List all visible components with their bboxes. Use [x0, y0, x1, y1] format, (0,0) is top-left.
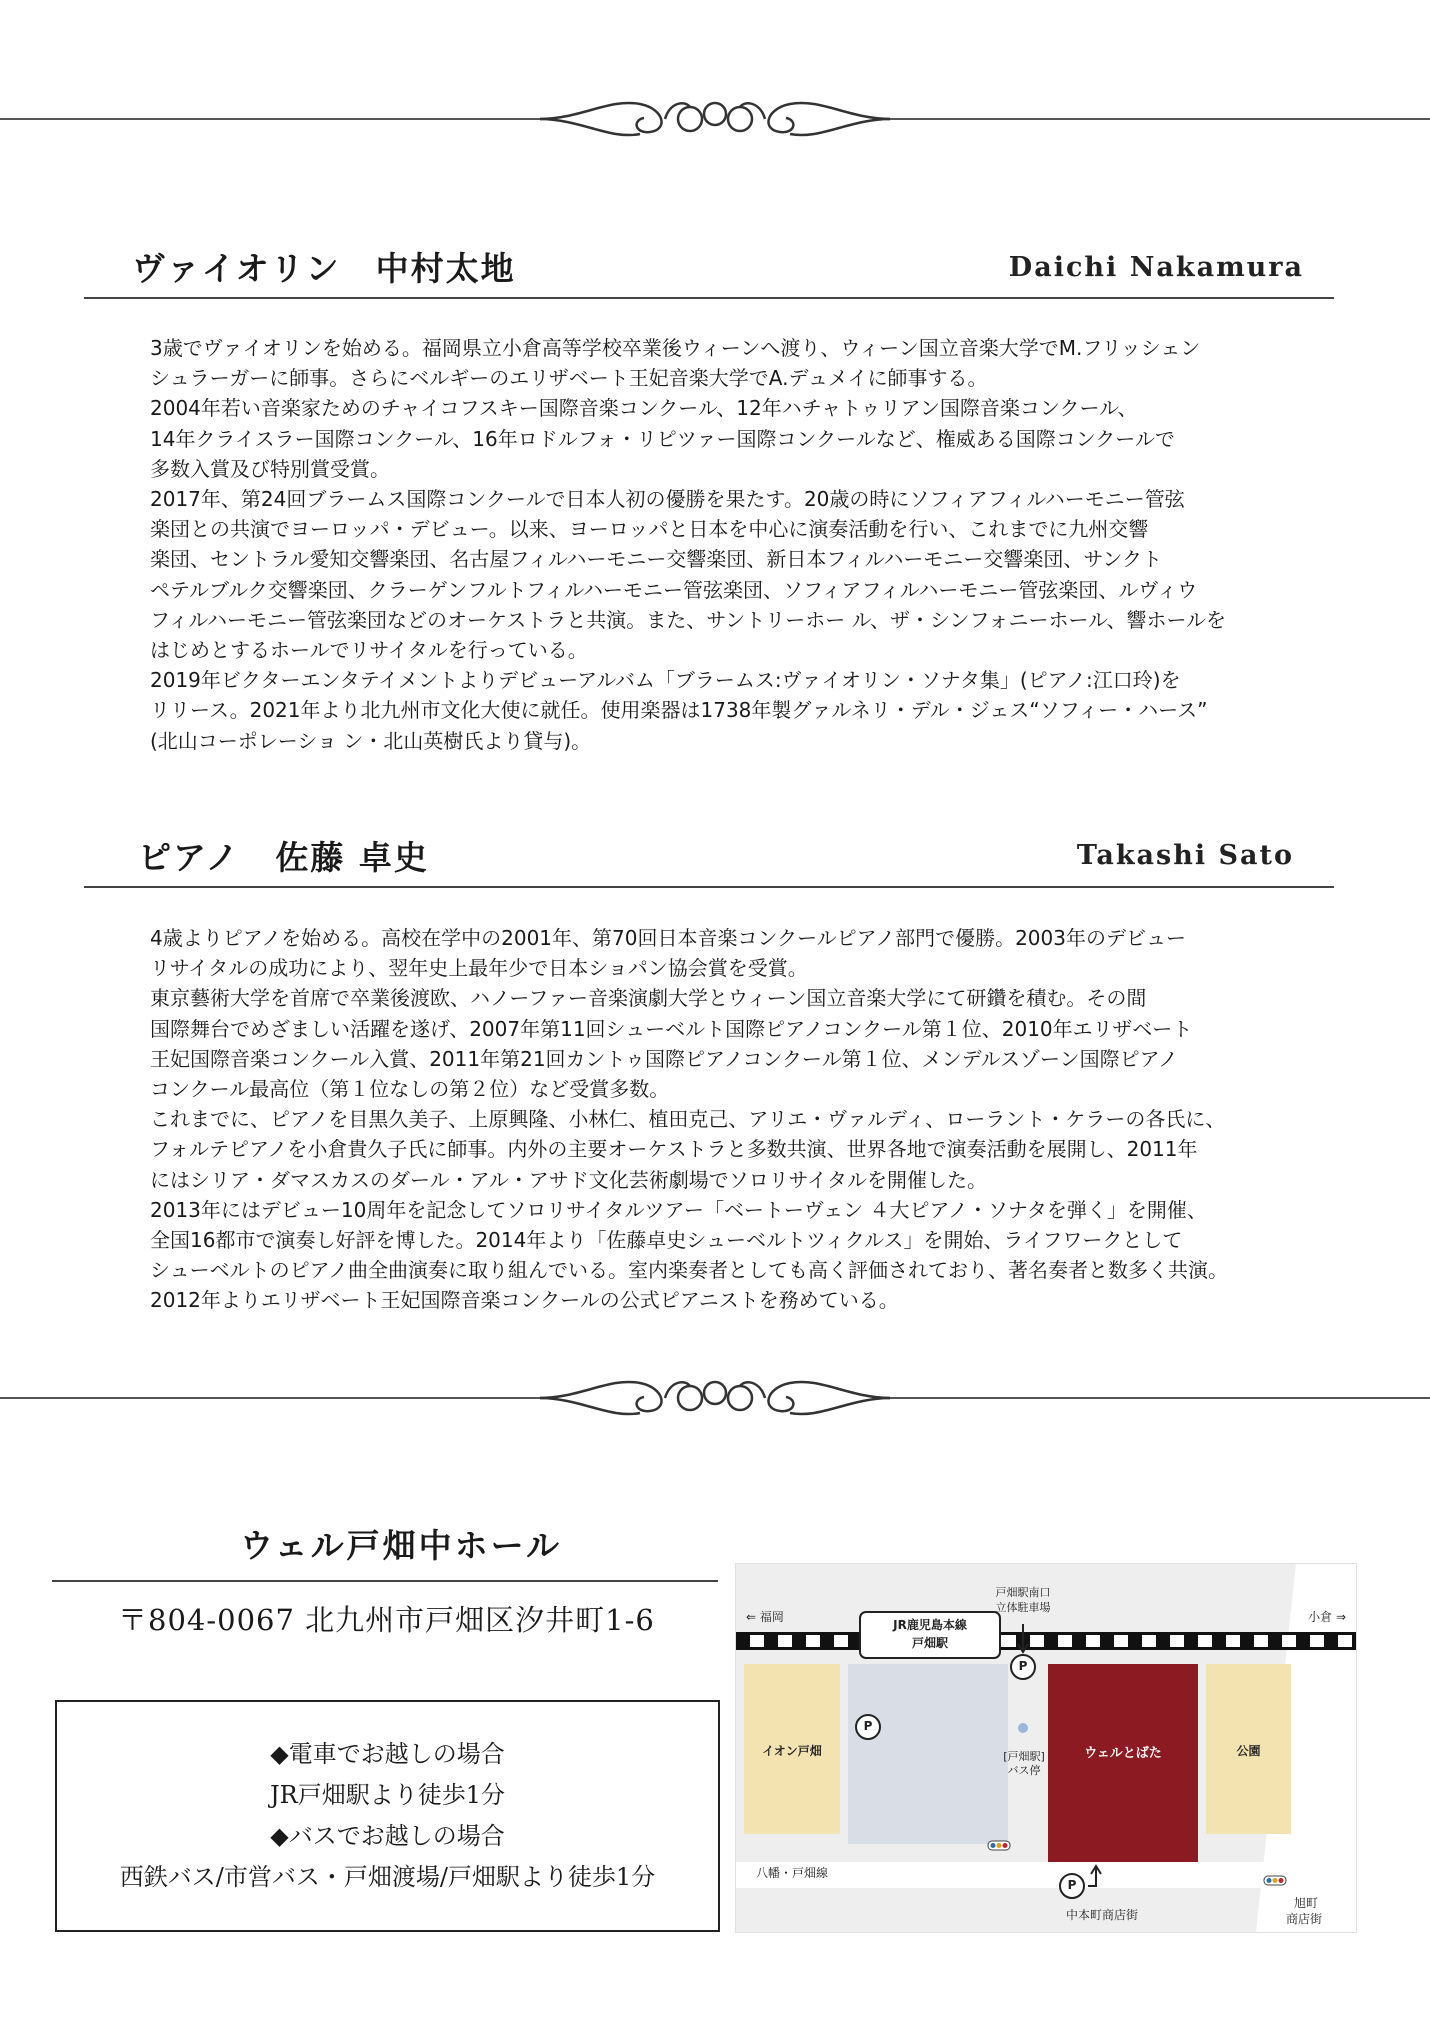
ornament-line-right-bottom — [890, 1397, 1430, 1399]
bio-line: シュラーガーに師事。さらにベルギーのエリザベート王妃音楽大学でA.デュメイに師事する。 — [150, 366, 988, 391]
rail-tick — [1072, 1635, 1086, 1647]
bio-line: リリース。2021年より北九州市文化大使に就任。使用楽器は1738年製グァルネリ・デル・ジェス“ソフィー・ハース” — [150, 698, 1208, 723]
flourish-ornament-bottom-icon — [540, 1367, 890, 1429]
piano-name-en: Takashi Sato — [1076, 840, 1294, 871]
rail-tick — [1156, 1635, 1170, 1647]
map-to-kokura: 小倉 ⇒ — [1308, 1610, 1346, 1624]
rail-tick — [1128, 1635, 1142, 1647]
bio-line: 2019年ビクターエンタテイメントよりデビューアルバム「ブラームス:ヴァイオリン・ソナタ集」(ピアノ:江口玲)を — [150, 668, 1181, 693]
rail-tick — [1212, 1635, 1226, 1647]
map-shopping-2b: 商店街 — [1286, 1912, 1323, 1926]
bio-line: リサイタルの成功により、翌年史上最年少で日本ショパン協会賞を受賞。 — [150, 956, 808, 981]
rail-tick — [1240, 1635, 1254, 1647]
access-map — [735, 1563, 1357, 1933]
bio-line: これまでに、ピアノを目黒久美子、上原興隆、小林仁、植田克己、アリエ・ヴァルディ、ローラント・ケラーの各氏に、 — [150, 1107, 1226, 1132]
bio-line: 4歳よりピアノを始める。高校在学中の2001年、第70回日本音楽コンクールピアノ部門で優勝。2003年のデビュー — [150, 926, 1186, 950]
parking-icon: P — [1067, 1878, 1077, 1892]
bio-line: ペテルブルク交響楽団、クラーゲンフルトフィルハーモニー管弦楽団、ソフィアフィルハーモニー管弦楽団、ルヴィウ — [150, 577, 1198, 602]
access-train-heading: ◆電車でお越しの場合 — [270, 1740, 505, 1768]
rail-tick — [1324, 1635, 1338, 1647]
parking-icon: P — [863, 1719, 873, 1733]
rail-tick — [736, 1635, 750, 1647]
bio-line: フォルテピアノを小倉貴久子氏に師事。内外の主要オーケストラと多数共演、世界各地で演奏活動を展開し、2011年 — [150, 1137, 1198, 1162]
bio-line: 多数入賞及び特別賞受賞。 — [150, 456, 390, 481]
map-well-tobata: ウェルとばた — [1084, 1746, 1162, 1761]
bio-line: 楽団、セントラル愛知交響楽団、名古屋フィルハーモニー交響楽団、新日本フィルハーモニー交響楽団、サンクト — [150, 547, 1162, 572]
bio-line: 2017年、第24回ブラームス国際コンクールで日本人初の優勝を果たす。20歳の時にソフィアフィルハーモニー管弦 — [150, 487, 1185, 512]
map-to-fukuoka: ⇐ 福岡 — [746, 1610, 784, 1624]
bio-line: コンクール最高位（第１位なしの第２位）など受賞多数。 — [150, 1077, 670, 1102]
map-bus-stop-1: [戸畑駅] — [1003, 1750, 1045, 1763]
venue-rule — [52, 1580, 718, 1582]
bio-line: にはシリア・ダマスカスのダール・アル・アサド文化芸術劇場でソロリサイタルを開催した。 — [150, 1167, 987, 1192]
map-parking-top-2: 立体駐車場 — [995, 1601, 1051, 1614]
rail-tick — [764, 1635, 778, 1647]
rail-tick — [792, 1635, 806, 1647]
map-aeon: イオン戸畑 — [762, 1744, 822, 1758]
piano-section-rule — [84, 886, 1334, 888]
rail-tick — [1184, 1635, 1198, 1647]
rail-tick — [1296, 1635, 1310, 1647]
ornament-line-right — [890, 118, 1430, 120]
access-box — [55, 1700, 720, 1932]
bio-line: 国際舞台でめざましい活躍を遂げ、2007年第11回シューベルト国際ピアノコンクール第１位、2010年エリザベート — [150, 1016, 1193, 1041]
rail-tick — [1100, 1635, 1114, 1647]
map-station-name: 戸畑駅 — [911, 1636, 948, 1650]
bio-line: シューベルトのピアノ曲全曲演奏に取り組んでいる。室内楽奏者としても高く評価されており、著名奏者と数多く共演。 — [150, 1258, 1228, 1283]
bio-line: 東京藝術大学を首席で卒業後渡欧、ハノーファー音楽演劇大学とウィーン国立音楽大学にて研鑽を積む。その間 — [150, 986, 1147, 1011]
rail-tick — [820, 1635, 834, 1647]
access-bus-heading: ◆バスでお越しの場合 — [270, 1822, 505, 1850]
parking-icon: P — [1018, 1659, 1028, 1673]
map-shopping-2a: 旭町 — [1294, 1896, 1319, 1910]
bio-line: 楽団との共演でヨーロッパ・デビュー。以来、ヨーロッパと日本を中心に演奏活動を行い、これまでに九州交響 — [150, 517, 1149, 542]
flourish-ornament-icon — [540, 88, 890, 150]
rail-tick — [1268, 1635, 1282, 1647]
bio-line: 2012年よりエリザベート王妃国際音楽コンクールの公式ピアニストを務めている。 — [150, 1288, 899, 1313]
map-station-line: JR鹿児島本線 — [893, 1618, 967, 1632]
bio-line: 14年クライスラー国際コンクール、16年ロドルフォ・リピツァー国際コンクールなど、権威ある国際コンクールで — [150, 426, 1175, 451]
bio-line: (北山コーポレーショ ン・北山英樹氏より貸与)。 — [150, 728, 592, 753]
map-parking-top-1: 戸畑駅南口 — [995, 1586, 1051, 1599]
violin-name-en: Daichi Nakamura — [1008, 252, 1304, 283]
bio-line: はじめとするホールでリサイタルを行っている。 — [150, 638, 588, 663]
map-bus-stop-2: バス停 — [1007, 1764, 1041, 1777]
map-road: 八幡・戸畑線 — [756, 1866, 829, 1880]
rail-tick — [1352, 1635, 1356, 1647]
bio-line: 3歳でヴァイオリンを始める。福岡県立小倉高等学校卒業後ウィーンへ渡り、ウィーン国立音楽大学でM.フリッシェン — [150, 336, 1201, 360]
violin-bio — [150, 333, 1226, 756]
bio-line: フィルハーモニー管弦楽団などのオーケストラと共演。また、サントリーホー ル、ザ・シンフォニーホール、響ホールを — [150, 607, 1227, 632]
piano-section-title: ピアノ 佐藤 卓史 — [138, 838, 429, 877]
bio-line: 2004年若い音楽家ためのチャイコフスキー国際音楽コンクール、12年ハチャトゥリアン国際音楽コンクール、 — [150, 396, 1138, 421]
map-shopping-1: 中本町商店街 — [1066, 1908, 1139, 1922]
piano-bio — [150, 923, 1228, 1316]
venue-address: 〒804-0067 北九州市戸畑区汐井町1-6 — [118, 1603, 655, 1637]
map-park: 公園 — [1236, 1744, 1261, 1758]
violin-section-title: ヴァイオリン 中村太地 — [132, 249, 516, 288]
bio-line: 全国16都市で演奏し好評を博した。2014年より「佐藤卓史シューベルトツィクルス」を開始、ライフワークとして — [150, 1228, 1183, 1253]
venue-title: ウェル戸畑中ホール — [240, 1526, 563, 1565]
bio-line: 2013年にはデビュー10周年を記念してソロリサイタルツアー「ベートーヴェン ４大ピアノ・ソナタを弾く」を開催、 — [150, 1197, 1207, 1222]
access-train-detail: JR戸畑駅より徒歩1分 — [270, 1781, 505, 1809]
ornament-line-left-bottom — [0, 1397, 540, 1399]
bio-line: 王妃国際音楽コンクール入賞、2011年第21回カントゥ国際ピアノコンクール第１位、メンデルスゾーン国際ピアノ — [150, 1046, 1179, 1071]
rail-tick — [1044, 1635, 1058, 1647]
violin-section-rule — [84, 297, 1334, 299]
access-bus-detail: 西鉄バス/市営バス・戸畑渡場/戸畑駅より徒歩1分 — [119, 1863, 656, 1891]
ornament-line-left — [0, 118, 540, 120]
